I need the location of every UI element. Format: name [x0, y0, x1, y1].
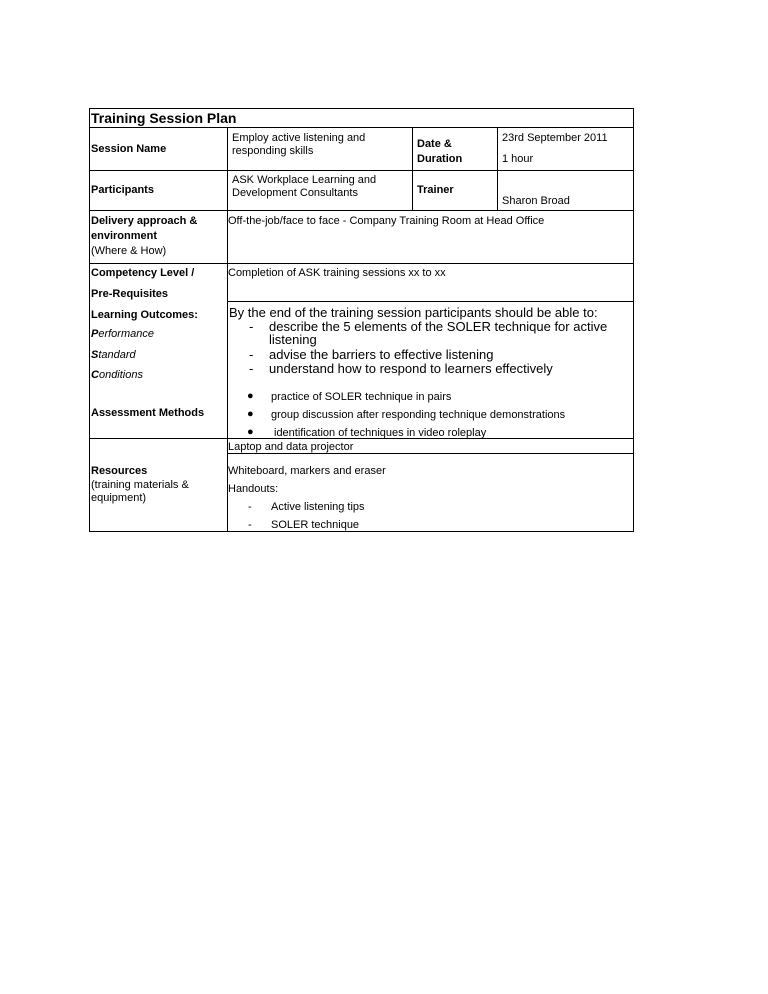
session-name-value: Employ active listening and responding skills	[232, 132, 366, 157]
column-divider	[412, 127, 413, 210]
row-divider	[90, 210, 633, 211]
page-title: Training Session Plan	[91, 110, 237, 126]
title-divider	[90, 127, 633, 128]
assessment-item-3: identification of techniques in video roleplay	[274, 427, 487, 439]
handout-item-2: SOLER technique	[271, 519, 360, 531]
session-name-label: Session Name	[91, 143, 167, 155]
competency-label-line1: Competency Level /	[91, 267, 195, 279]
row-divider	[227, 301, 633, 302]
handout-dash: -	[248, 501, 252, 513]
assessment-item-1: practice of SOLER technique in pairs	[271, 391, 452, 403]
competency-value: Completion of ASK training sessions xx to xx	[228, 267, 446, 279]
assessment-label: Assessment Methods	[91, 407, 205, 419]
outcome-item-2: advise the barriers to effective listening	[269, 347, 494, 362]
assessment-item-2: group discussion after responding technique demonstrations	[271, 409, 566, 421]
resource-item-1: Laptop and data projector	[228, 441, 354, 453]
outcome-item-3: understand how to respond to learners effectively	[269, 361, 553, 376]
participants-label: Participants	[91, 184, 154, 196]
standard-label: Standard	[91, 349, 136, 361]
resource-item-3: Handouts:	[228, 483, 279, 495]
participants-value: ASK Workplace Learning and Development Consultants	[232, 174, 377, 199]
trainer-label: Trainer	[417, 184, 454, 196]
row-divider	[90, 170, 633, 171]
handout-item-1: Active listening tips	[271, 501, 365, 513]
session-date: 23rd September 2011	[502, 132, 608, 144]
trainer-name: Sharon Broad	[502, 195, 570, 207]
bullet-icon: ●	[247, 390, 254, 402]
competency-label-line2: Pre-Requisites	[91, 288, 169, 300]
handout-dash: -	[248, 519, 252, 531]
delivery-value: Off-the-job/face to face - Company Training Room at Head Office	[228, 215, 545, 227]
bullet-icon: ●	[247, 426, 254, 438]
resource-item-2: Whiteboard, markers and eraser	[228, 465, 386, 477]
learning-outcomes-label: Learning Outcomes:	[91, 309, 198, 321]
date-duration-label: Date & Duration	[417, 138, 463, 165]
outcome-item-1: describe the 5 elements of the SOLER technique for active listening	[269, 319, 608, 347]
performance-label: Performance	[91, 328, 154, 340]
learning-outcomes-intro: By the end of the training session participants should be able to:	[229, 305, 598, 320]
bullet-icon: ●	[247, 408, 254, 420]
session-duration: 1 hour	[502, 153, 534, 165]
outcome-dash: -	[249, 319, 254, 334]
outcome-dash: -	[249, 361, 254, 376]
resources-sublabel: (training materials & equipment)	[91, 479, 189, 504]
outcome-dash: -	[249, 347, 254, 362]
row-divider	[90, 263, 633, 264]
conditions-label: Conditions	[91, 369, 143, 381]
resources-label: Resources	[91, 465, 148, 477]
column-divider	[497, 127, 498, 210]
delivery-label: Delivery approach & environment (Where & How)	[91, 215, 198, 257]
session-plan-table	[89, 108, 634, 532]
